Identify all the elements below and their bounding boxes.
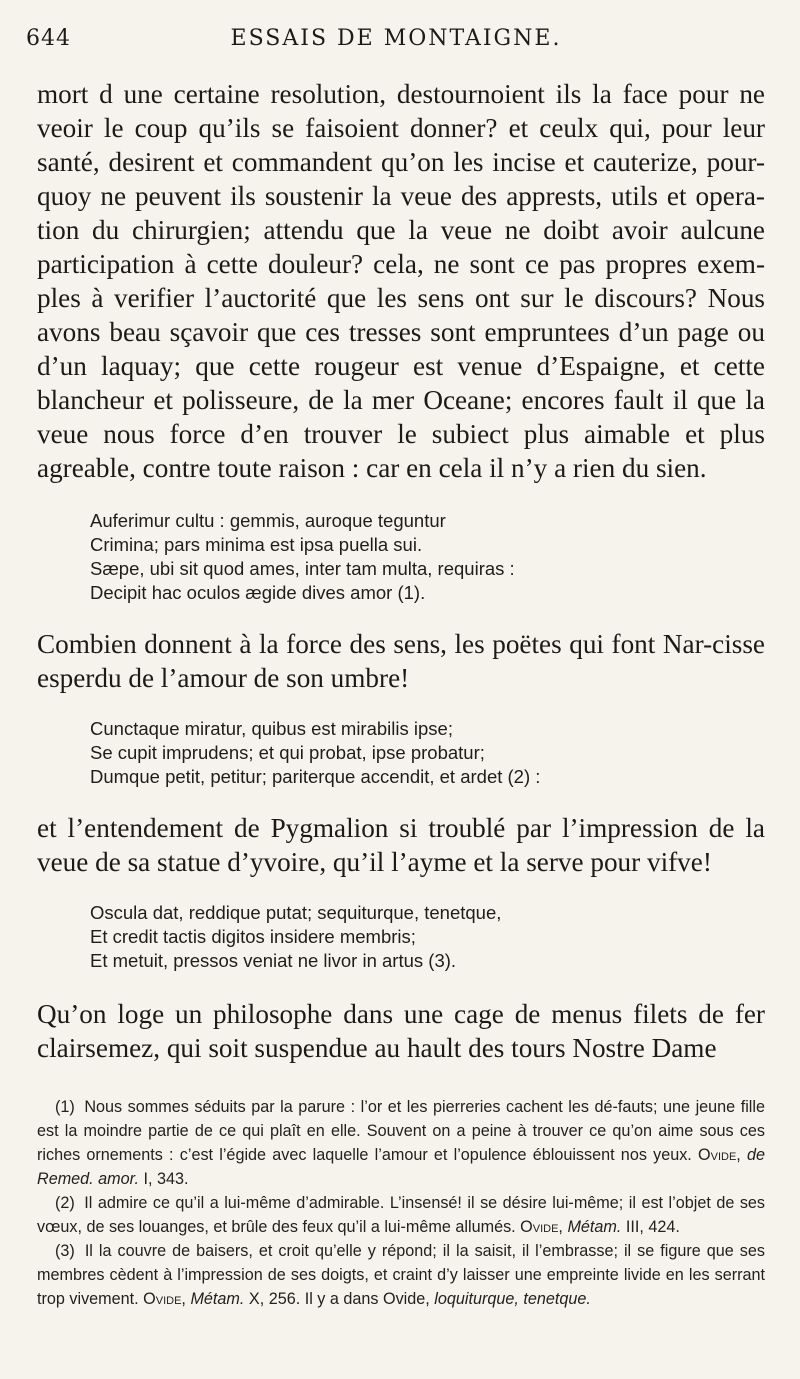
paragraph-2: Combien donnent à la force des sens, les poëtes qui font Nar-cisse esperdu de l’amour de son umbre! bbox=[37, 629, 765, 693]
footnote-ref: I, 343. bbox=[143, 1170, 189, 1188]
verse-line: Auferimur cultu : gemmis, auroque teguntur bbox=[90, 510, 446, 531]
footnote-3 bbox=[37, 1239, 765, 1311]
page-number: 644 bbox=[26, 26, 71, 51]
verse-line: Cunctaque miratur, quibus est mirabilis ipse; bbox=[90, 718, 453, 739]
verse-line: Se cupit imprudens; et qui probat, ipse probatur; bbox=[90, 742, 485, 763]
verse-line: Decipit hac oculos ægide dives amor (1). bbox=[90, 582, 426, 603]
latin-verse-1 bbox=[90, 509, 515, 605]
footnote-text: Il admire ce qu’il a lui-même d’admirable. L’insensé! il se désire lui-même; il est l’objet de ses vœux, de ses louanges, et brûle des feux qu’il a lui-même allumés. bbox=[37, 1194, 766, 1236]
verse-line: Et metuit, pressos veniat ne livor in artus (3). bbox=[90, 950, 457, 971]
verse-line: Dumque petit, petitur; pariterque accendit, et ardet (2) : bbox=[90, 766, 541, 787]
footnote-ref: III, 424. bbox=[625, 1218, 680, 1236]
footnote-2 bbox=[37, 1191, 765, 1239]
latin-verse-2 bbox=[90, 717, 540, 789]
footnote-author: Ovide, bbox=[698, 1146, 741, 1164]
verse-line: Crimina; pars minima est ipsa puella sui. bbox=[90, 534, 423, 555]
footnote-cite: Métam. bbox=[567, 1218, 622, 1236]
paragraph-3: et l’entendement de Pygmalion si troublé par l’impression de la veue de sa statue d’yvoire, qu’il l’ayme et la serve pour vifve! bbox=[37, 813, 765, 877]
footnote-text: Nous sommes séduits par la parure : l’or et les pierreries cachent les dé-fauts; une jeune fille est la moindre partie de ce qui plaît en elle. Souvent on a peine à trouver ce qu’on aime sous ces riches ornements : c’est l’égide avec laquelle l’amour et l’opulence éblouissent nos yeux. bbox=[37, 1098, 766, 1164]
footnotes bbox=[37, 1095, 765, 1311]
verse-line: Oscula dat, reddique putat; sequiturque, tenetque, bbox=[90, 902, 502, 923]
footnote-author: Ovide, bbox=[143, 1290, 186, 1308]
footnote-cite-2: loquiturque, tenetque. bbox=[434, 1290, 591, 1308]
running-title: ESSAIS DE MONTAIGNE. bbox=[230, 26, 562, 51]
footnote-marker: (2) bbox=[55, 1194, 75, 1212]
verse-line: Sæpe, ubi sit quod ames, inter tam multa, requiras : bbox=[90, 558, 515, 579]
footnote-cite: Métam. bbox=[190, 1290, 245, 1308]
footnote-ref: X, 256. Il y a dans Ovide, bbox=[248, 1290, 430, 1308]
verse-line: Et credit tactis digitos insidere membris; bbox=[90, 926, 416, 947]
paragraph-4: Qu’on loge un philosophe dans une cage de menus filets de fer clairsemez, qui soit suspendue au hault des tours Nostre Dame bbox=[37, 999, 765, 1063]
footnote-text: Il la couvre de baisers, et croit qu’elle y répond; il la saisit, il l’embrasse; il se figure que ses membres cèdent à l’impression de ses doigts, et craint d’y laisser une empreinte livide en les serrant trop vivement. bbox=[37, 1242, 765, 1308]
footnote-cite: de Remed. amor. bbox=[37, 1146, 765, 1188]
footnote-1 bbox=[37, 1095, 765, 1191]
footnote-marker: (3) bbox=[55, 1242, 75, 1260]
latin-verse-3 bbox=[90, 901, 501, 973]
footnote-author: Ovide, bbox=[520, 1218, 563, 1236]
footnote-marker: (1) bbox=[55, 1098, 75, 1116]
paragraph-1: mort d une certaine resolution, destournoient ils la face pour ne veoir le coup qu’ils se faisoient donner? et ceulx qui, pour leur santé, desirent et commandent qu’on les incise et cauterize, pour-quoy ne peuvent ils soustenir la veue des apprests, utils et opera-tion du chirurgien; attendu que la veue ne doibt avoir aulcune participation à cette douleur? cela, ne sont ce pas propres exem-ples à verifier l’auctorité que les sens ont sur le discours? Nous avons beau sçavoir que ces tresses sont empruntees d’un page ou d’un laquay; que cette rougeur est venue d’Espaigne, et cette blancheur et polisseure, de la mer Oceane; encores fault il que la veue nous force d’en trouver le subiect plus aimable et plus agreable, contre toute raison : car en cela il n’y a rien du sien. bbox=[37, 79, 765, 483]
running-head bbox=[26, 26, 766, 58]
